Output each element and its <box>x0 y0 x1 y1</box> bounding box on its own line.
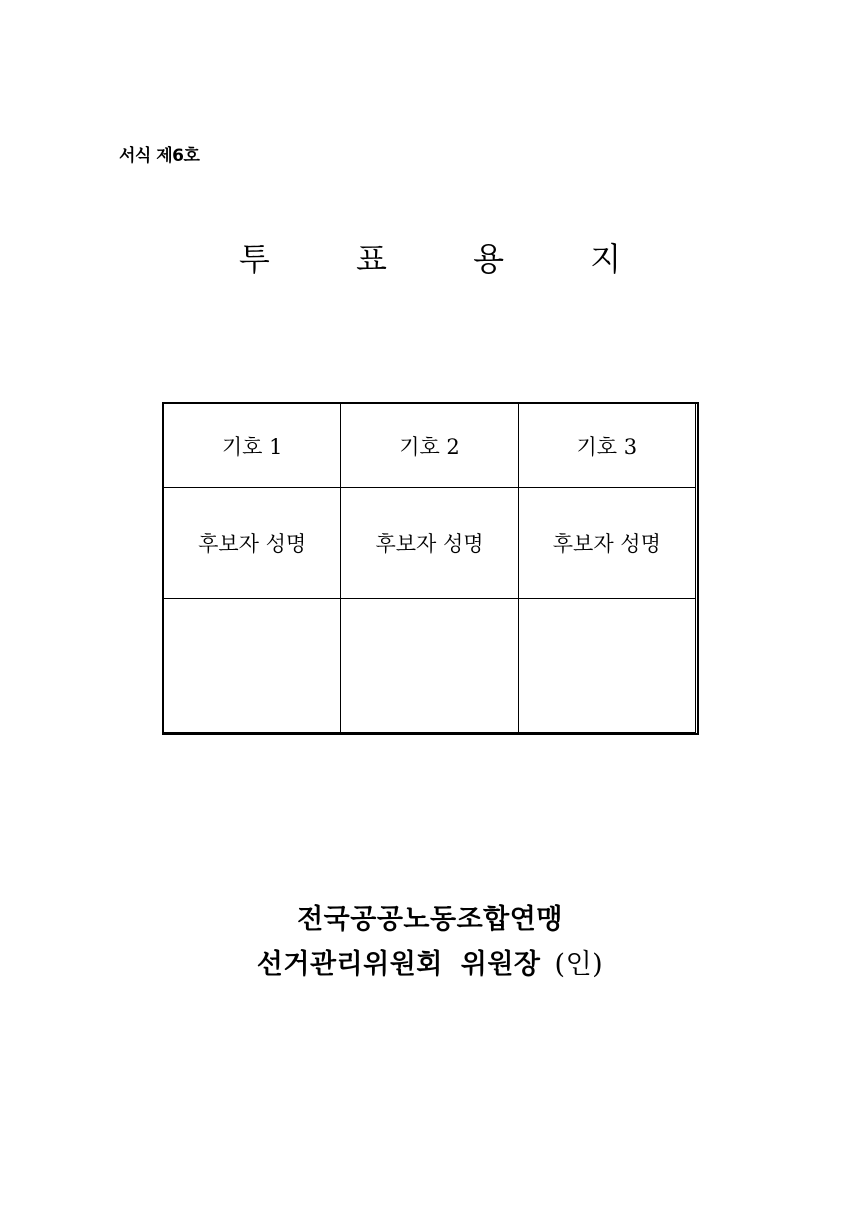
vote-mark-box-1[interactable] <box>164 599 341 733</box>
seal-mark: (인) <box>554 949 604 980</box>
document-title: 투 표 용 지 <box>238 240 660 278</box>
ballot-table <box>163 403 696 733</box>
vote-mark-row <box>164 599 696 733</box>
vote-mark-box-2[interactable] <box>341 599 518 733</box>
candidate-name-2: 후보자 성명 <box>341 488 518 599</box>
issuer-signature-line <box>0 942 860 981</box>
candidate-symbol-row <box>164 404 696 488</box>
candidate-name-3: 후보자 성명 <box>518 488 695 599</box>
candidate-symbol-3: 기호 3 <box>518 404 695 488</box>
candidate-symbol-2: 기호 2 <box>341 404 518 488</box>
candidate-name-1: 후보자 성명 <box>164 488 341 599</box>
vote-mark-box-3[interactable] <box>518 599 695 733</box>
issuer-signatory: 선거관리위원회 위원장 <box>256 949 541 980</box>
candidate-name-row <box>164 488 696 599</box>
issuer-organization: 전국공공노동조합연맹 <box>297 904 563 935</box>
form-number: 서식 제6호 <box>119 146 200 166</box>
candidate-symbol-1: 기호 1 <box>164 404 341 488</box>
